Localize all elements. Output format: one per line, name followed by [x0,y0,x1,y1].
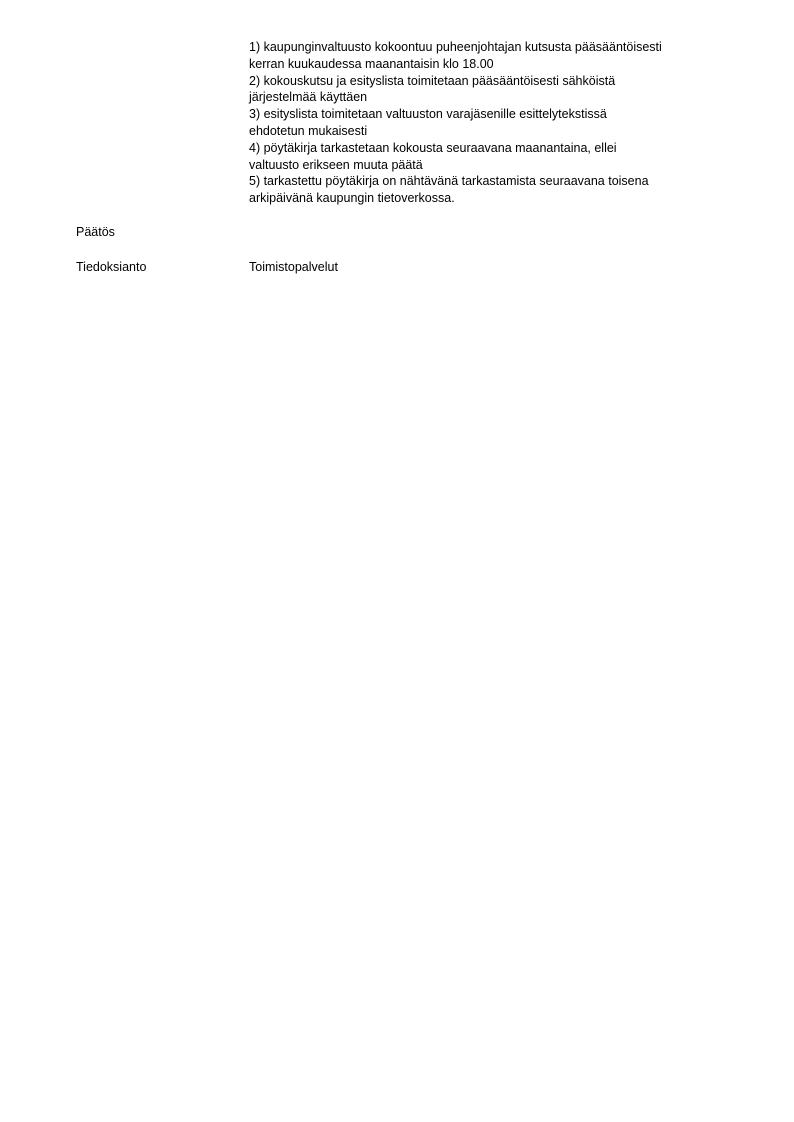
information-recipient: Toimistopalvelut [249,260,338,274]
proposal-item-5: 5) tarkastettu pöytäkirja on nähtävänä tarkastamista seuraavana toisena arkipäivänä kaupungin tietoverkossa. [249,174,649,206]
proposal-item-4: 4) pöytäkirja tarkastetaan kokousta seuraavana maanantaina, ellei valtuusto erikseen muuta päätä [249,140,617,172]
proposal-item-1: 1) kaupunginvaltuusto kokoontuu puheenjohtajan kutsusta pääsääntöisesti kerran kuukaudessa maanantaisin klo 18.00 [249,40,662,71]
information-label: Tiedoksianto [76,260,147,274]
proposal-item-3: 3) esityslista toimitetaan valtuuston varajäsenille esittelytekstissä ehdotetun mukaisesti [249,107,607,138]
proposal-item-2: 2) kokouskutsu ja esityslista toimitetaan pääsääntöisesti sähköistä järjestelmää käyttäen [249,73,616,105]
decision-row [76,224,576,241]
information-row [76,259,576,276]
proposal-list [249,39,749,207]
decision-label: Päätös [76,225,115,239]
